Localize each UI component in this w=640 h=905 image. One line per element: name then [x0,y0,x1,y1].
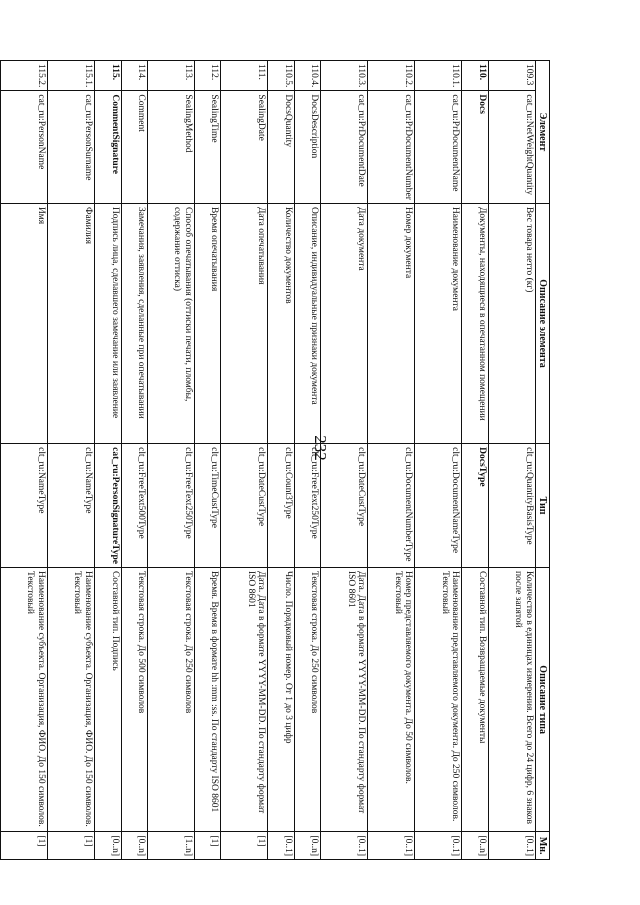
row-multiplicity: [0..1] [415,832,462,860]
row-multiplicity: [0..n] [294,832,320,860]
row-element: cat_ru:PersonName [1,91,48,204]
row-multiplicity: [0..1] [368,832,415,860]
row-multiplicity: [0..n] [95,832,121,860]
row-type-desc: Дата. Дата в формате YYYY-MM-DD. По стандарту формат ISO 8601 [321,567,368,831]
row-multiplicity: [1] [221,832,268,860]
row-element-desc: Дата документа [321,203,368,443]
row-element: SealingTime [194,91,220,204]
row-multiplicity: [0..1] [268,832,294,860]
row-type-desc: Текстовая строка. До 500 символов [121,567,147,831]
row-element-desc: Количество документов [268,203,294,443]
row-type: clt_ru:TimeCustType [194,444,220,568]
row-element-desc: Имя [1,203,48,443]
page-number: 232 [311,435,330,461]
row-type: clt_ru:NameType [1,444,48,568]
row-type-desc: Текстовая строка. До 250 символов [147,567,194,831]
table-row [95,61,121,860]
row-element: DocsDescription [294,91,320,204]
row-number: 113. [147,61,194,91]
row-number: 109.3 [488,61,535,91]
row-multiplicity: [0..1] [488,832,535,860]
row-number: 110.5. [268,61,294,91]
table-header-row [535,61,549,860]
row-type: clt_ru:DocumentNumberType [368,444,415,568]
row-type-desc: Время. Время в формате hh :mm :ss. По стандарту ISO 8601 [194,567,220,831]
row-element-desc: Способ опечатывания (оттиски печати, пломбы, содержание оттиска) [147,203,194,443]
row-element: Comment [121,91,147,204]
row-type-desc: Составной тип. Возвращаемые документы [462,567,488,831]
table-row [321,61,368,860]
row-type: clt_ru:DateCustType [321,444,368,568]
table-row [268,61,294,860]
row-type-desc: Текстовая строка. До 250 символов [294,567,320,831]
row-type-desc: Номер представляемого документа. До 50 символов. Текстовый [368,567,415,831]
header-type-desc: Описание типа [535,567,549,831]
row-type: clt_ru:FreeText500Type [121,444,147,568]
row-number: 110.4. [294,61,320,91]
row-element-desc: Замечания, заявления, сделанные при опечатывании [121,203,147,443]
row-multiplicity: [0..n] [121,832,147,860]
row-type: clt_ru:DateCustType [221,444,268,568]
table-row [488,61,535,860]
row-multiplicity: [1] [48,832,95,860]
row-type: clt_ru:NameType [48,444,95,568]
row-element: CommentSignature [95,91,121,204]
row-multiplicity: [1..n] [147,832,194,860]
row-type-desc: Наименование представляемого документа. До 250 символов. Текстовый [415,567,462,831]
row-type: cat_ru:PersonSignatureType [95,444,121,568]
table-row [48,61,95,860]
row-number: 115. [95,61,121,91]
row-element: SealingDate [221,91,268,204]
row-type-desc: Составной тип. Подпись [95,567,121,831]
row-multiplicity: [0..1] [321,832,368,860]
row-number: 110.2. [368,61,415,91]
row-element-desc: Документы, находящиеся в опечатанном помещении [462,203,488,443]
header-multiplicity: Мн. [535,832,549,860]
row-type: clt_ru:FreeText250Type [147,444,194,568]
table-body [1,61,536,860]
header-element-desc: Описание элемента [535,203,549,443]
row-multiplicity: [0..n] [462,832,488,860]
row-number: 115.1. [48,61,95,91]
table-row [121,61,147,860]
row-element-desc: Подпись лица, сделавшего замечание или заявление [95,203,121,443]
row-element-desc: Вес товара нетто (кг) [488,203,535,443]
rotated-table-container [0,60,550,860]
row-multiplicity: [1] [194,832,220,860]
header-type: Тип [535,444,549,568]
table-row [368,61,415,860]
row-element: cat_ru:NetWeightQuantity [488,91,535,204]
row-number: 110. [462,61,488,91]
row-multiplicity: [1] [1,832,48,860]
row-element: DocsQuantity [268,91,294,204]
row-number: 111. [221,61,268,91]
row-element-desc: Описание, индивидуальные признаки документа [294,203,320,443]
table-row [147,61,194,860]
row-element-desc: Фамилия [48,203,95,443]
row-number: 110.3. [321,61,368,91]
row-element-desc: Время опечатывания [194,203,220,443]
table-row [194,61,220,860]
row-type: DocsType [462,444,488,568]
row-type-desc: Наименование субъекта. Организация, ФИО. До 150 символов. Текстовый [1,567,48,831]
row-element-desc: Дата опечатывания [221,203,268,443]
row-element: Docs [462,91,488,204]
row-type: clt_ru:FreeText250Type [294,444,320,568]
row-type-desc: Дата. Дата в формате YYYY-MM-DD. По стандарту формат ISO 8601 [221,567,268,831]
row-type: clt_ru:DocumentNameType [415,444,462,568]
row-number: 112. [194,61,220,91]
row-element-desc: Наименование документа [415,203,462,443]
row-element-desc: Номер документа [368,203,415,443]
row-element: cat_ru:PrDocumentNumber [368,91,415,204]
header-element: Элемент [535,61,549,204]
spec-table [0,60,550,860]
row-type-desc: Число. Порядковый номер. От 1 до 3 цифр [268,567,294,831]
table-row [221,61,268,860]
row-element: cat_ru:PersonSurname [48,91,95,204]
row-element: cat_ru:PrDocumentName [415,91,462,204]
row-element: cat_ru:PrDocumentDate [321,91,368,204]
table-row [415,61,462,860]
row-type-desc: Количество в единицах измерения. Всего до 24 цифр, 6 знаков после запятой [488,567,535,831]
table-row [294,61,320,860]
row-type: clt_ru:Count3Type [268,444,294,568]
row-number: 110.1. [415,61,462,91]
table-row [462,61,488,860]
row-type-desc: Наименование субъекта. Организация, ФИО. До 150 символов. Текстовый [48,567,95,831]
table-row [1,61,48,860]
row-type: clt_ru:QuantityBasisType [488,444,535,568]
row-number: 114. [121,61,147,91]
row-element: SealingMethod [147,91,194,204]
row-number: 115.2. [1,61,48,91]
